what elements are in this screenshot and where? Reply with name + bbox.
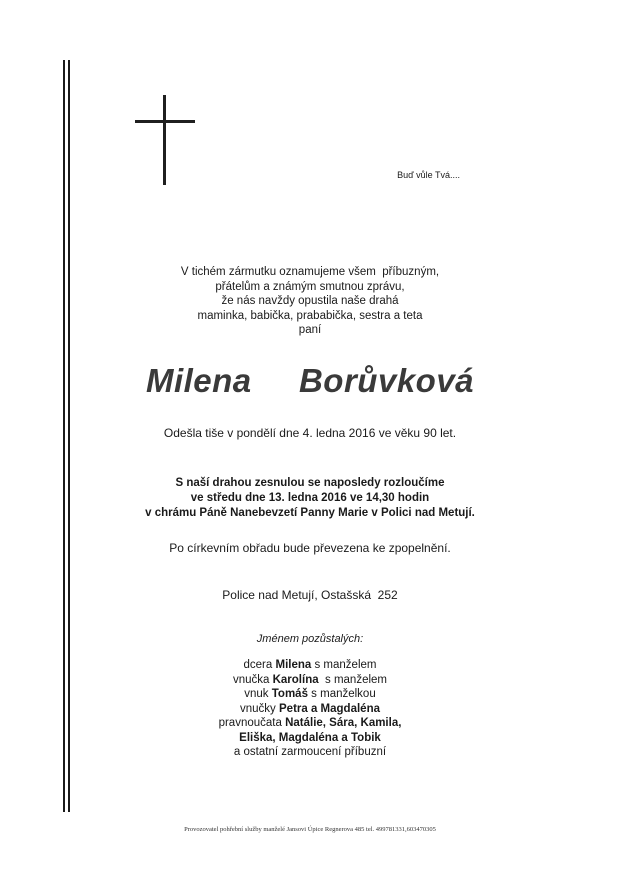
- survivor-line: Eliška, Magdaléna a Tobik: [239, 731, 381, 744]
- border-line-left: [63, 60, 65, 812]
- survivor-line: vnučka Karolína s manželem: [232, 673, 388, 686]
- survivor-line: vnuk Tomáš s manželkou: [244, 688, 376, 700]
- departure-notice: Odešla tiše v pondělí dne 4. ledna 2016 ve věku 90 let.: [163, 426, 457, 440]
- motto-text: Buď vůle Tvá....: [397, 170, 460, 180]
- announcement-intro: [70, 265, 550, 338]
- survivor-line: a ostatní zarmoucení příbuzní: [233, 746, 387, 758]
- survivor-line: dcera Milena s manželem: [243, 659, 377, 671]
- intro-line: maminka, babička, prababička, sestra a teta: [197, 309, 423, 322]
- family-address: Police nad Metují, Ostašská 252: [222, 588, 398, 602]
- intro-line: V tichém zármutku oznamujeme všem příbuzným,: [180, 266, 440, 278]
- funeral-line: ve středu dne 13. ledna 2016 ve 14,30 hodin: [190, 492, 430, 504]
- intro-line: přátelům a známým smutnou zprávu,: [215, 280, 405, 293]
- cremation-notice: Po církevním obřadu bude převezena ke zpopelnění.: [169, 541, 451, 555]
- intro-line: paní: [298, 324, 322, 336]
- survivors-list: [70, 658, 550, 760]
- funeral-line: v chrámu Páně Nanebevzetí Panny Marie v Polici nad Metují.: [145, 507, 475, 519]
- cross-vertical-bar: [163, 95, 166, 185]
- survivor-line: pravnoučata Natálie, Sára, Kamila,: [218, 717, 402, 729]
- intro-line: že nás navždy opustila naše drahá: [221, 295, 399, 307]
- funeral-details: [70, 476, 550, 521]
- deceased-name: Milena Borůvková: [145, 362, 475, 399]
- funeral-service-footer: Provozovatel pohřební služby manželé Jansovi Úpice Regnerova 485 tel. 499781331,603470305: [184, 826, 436, 833]
- survivors-title: Jménem pozůstalých:: [256, 633, 364, 645]
- cross-horizontal-bar: [135, 120, 195, 123]
- survivor-line: vnučky Petra a Magdaléna: [240, 702, 380, 715]
- funeral-line: S naší drahou zesnulou se naposledy rozloučíme: [175, 477, 445, 489]
